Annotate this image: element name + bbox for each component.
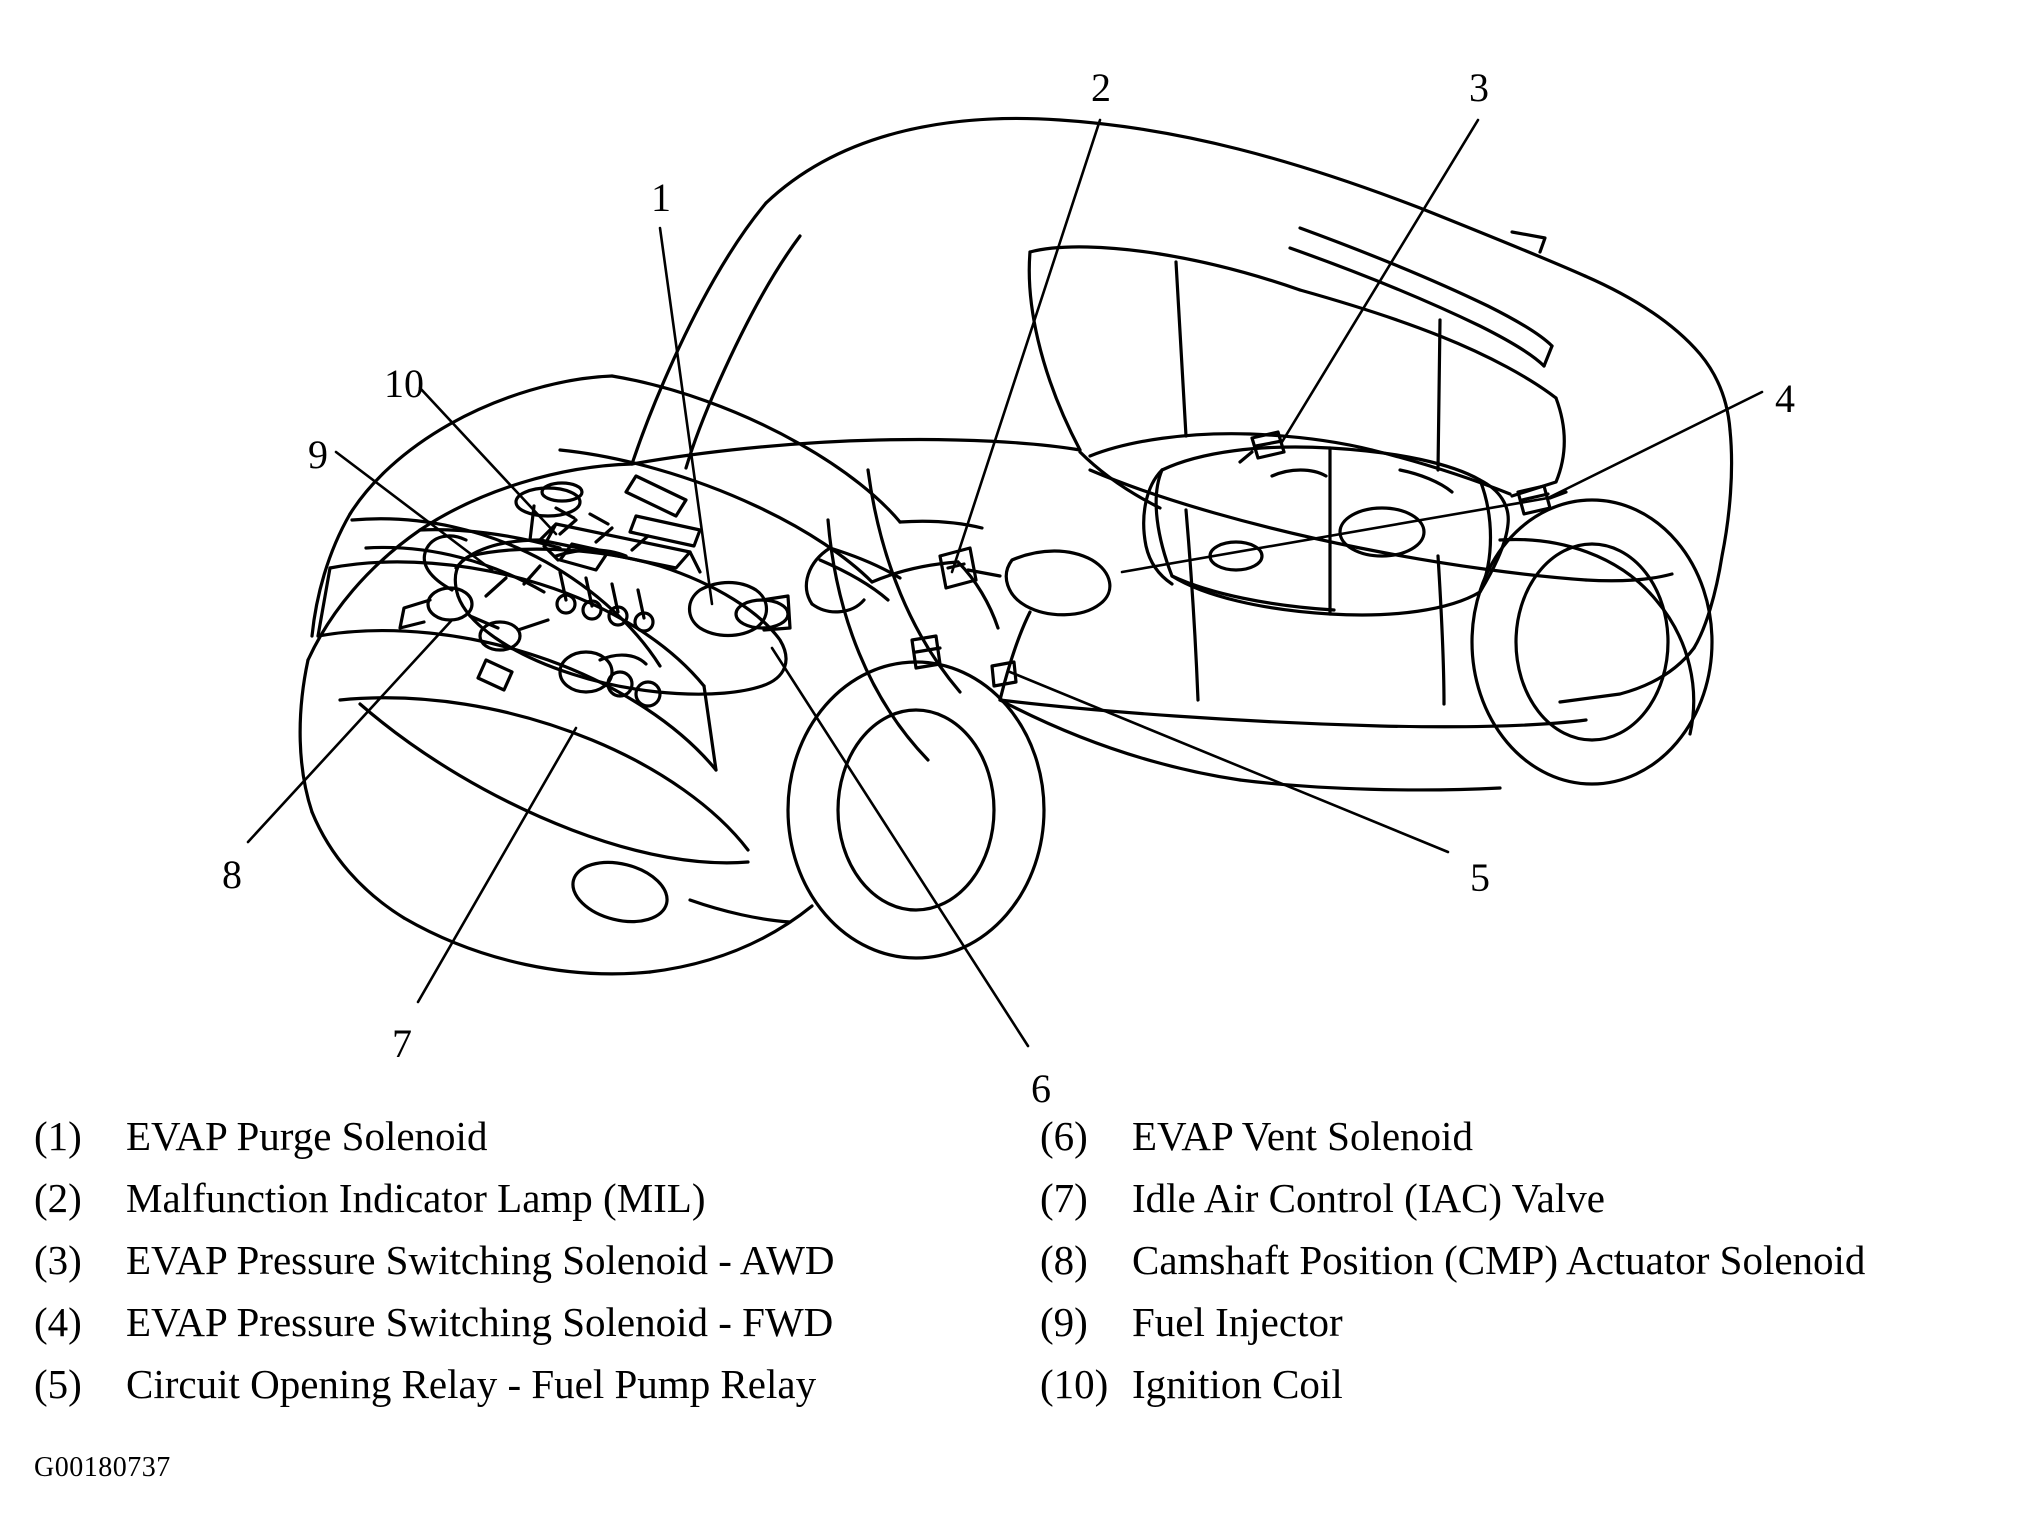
callout-number-7: 7 — [392, 1021, 412, 1066]
callout-number-10: 10 — [384, 361, 424, 406]
figure-code: G00180737 — [34, 1452, 171, 1483]
legend-index: (9) — [1040, 1299, 1088, 1345]
legend-index: (10) — [1040, 1361, 1109, 1407]
legend-item — [1040, 1167, 2010, 1229]
lower-sensor — [636, 682, 660, 706]
quarter-glass-rear — [1512, 398, 1564, 496]
callout-number-1: 1 — [651, 175, 671, 220]
legend-index: (6) — [1040, 1113, 1088, 1159]
leader-7 — [418, 728, 576, 1002]
side-mirror — [1006, 551, 1110, 615]
rear-lower-body — [1560, 648, 1694, 702]
legend-item — [34, 1105, 994, 1167]
legend-item — [1040, 1353, 2010, 1415]
evap-vent-solenoid-detail — [916, 648, 940, 652]
leader-10 — [420, 388, 556, 534]
roof-rear-edge — [1585, 276, 1730, 430]
roof-front-edge — [766, 118, 1585, 276]
legend-item — [34, 1229, 994, 1291]
legend-item — [1040, 1229, 2010, 1291]
legend-index: (2) — [34, 1175, 82, 1221]
tank-rib-1 — [1272, 470, 1326, 476]
lower-bumper-curve — [360, 704, 748, 863]
cowl-to-rocker — [1000, 612, 1030, 700]
tank-rib-2 — [1400, 470, 1452, 492]
legend-index: (8) — [1040, 1237, 1088, 1283]
fuse-box — [626, 476, 686, 516]
callout-number-8: 8 — [222, 852, 242, 897]
rear-wheel-arch — [1500, 540, 1694, 735]
leader-9 — [336, 452, 492, 570]
harness-loop-1 — [806, 548, 830, 604]
rear-hatch — [1694, 430, 1732, 648]
legend-column-right — [1040, 1105, 2010, 1415]
bumper-vent-line — [690, 900, 790, 922]
rear-wheel-inner — [1516, 544, 1668, 740]
callout-number-4: 4 — [1775, 376, 1795, 421]
legend-label: EVAP Vent Solenoid — [1132, 1113, 1473, 1159]
oil-filler-cap — [542, 483, 582, 501]
fuel-rail-right — [690, 552, 700, 572]
bumper-bottom — [404, 918, 650, 974]
callout-number-3: 3 — [1469, 65, 1489, 110]
door-cut-c-pillar — [1438, 556, 1444, 704]
legend-label: Circuit Opening Relay - Fuel Pump Relay — [126, 1361, 817, 1407]
windshield-a-pillar — [632, 203, 766, 464]
legend-index: (1) — [34, 1113, 82, 1159]
bumper-bottom-right — [650, 906, 812, 972]
legend-item — [34, 1291, 994, 1353]
c-pillar-glass — [1438, 320, 1440, 470]
harness-2 — [486, 578, 506, 596]
grille-top — [330, 562, 704, 686]
legend-index: (4) — [34, 1299, 82, 1345]
bumper-left-lower — [312, 812, 404, 918]
callout-number-5: 5 — [1470, 855, 1490, 900]
door-cut-b-pillar — [1186, 510, 1198, 700]
a-pillar-rear — [1029, 252, 1080, 450]
callout-number-2: 2 — [1091, 65, 1111, 110]
evap-psw-awd-detail — [1256, 441, 1282, 446]
legend-label: Fuel Injector — [1132, 1299, 1343, 1345]
b-pillar-glass — [1176, 262, 1186, 436]
fog-lamp — [567, 853, 674, 931]
d-pillar-glass — [1300, 290, 1556, 398]
legend-item — [34, 1353, 994, 1415]
legend-label: EVAP Pressure Switching Solenoid - AWD — [126, 1237, 835, 1283]
lower-valance — [340, 698, 748, 850]
legend-label: Camshaft Position (CMP) Actuator Solenoid — [1132, 1237, 1866, 1283]
evap-psw-awd-lead — [1240, 452, 1252, 462]
callout-number-6: 6 — [1031, 1066, 1051, 1111]
front-wheel-inner — [838, 710, 994, 910]
front-door-glass-top — [1030, 247, 1160, 254]
legend-item — [1040, 1105, 2010, 1167]
cowl-panel — [900, 521, 982, 528]
leader-2 — [952, 120, 1100, 572]
legend-label: Idle Air Control (IAC) Valve — [1132, 1175, 1605, 1221]
cmp-wire — [400, 600, 430, 628]
legend-index: (7) — [1040, 1175, 1088, 1221]
harness-loop-2 — [812, 600, 864, 612]
front-fender-left-lower — [300, 660, 312, 812]
legend-label: EVAP Pressure Switching Solenoid - FWD — [126, 1299, 834, 1345]
callout-number-9: 9 — [308, 432, 328, 477]
coil-lead-2 — [590, 514, 608, 524]
rear-door-glass-top — [1160, 254, 1300, 290]
antenna-base — [1512, 232, 1545, 252]
roof-rail-cap — [1544, 346, 1552, 366]
legend-label: EVAP Purge Solenoid — [126, 1113, 488, 1159]
purge-hose — [518, 620, 548, 630]
legend-item — [34, 1167, 994, 1229]
legend — [0, 1105, 2017, 1435]
legend-index: (3) — [34, 1237, 82, 1283]
roof-rail-inner — [1290, 248, 1544, 366]
windshield-lower — [632, 439, 1080, 464]
legend-item — [1040, 1291, 2010, 1353]
legend-label: Malfunction Indicator Lamp (MIL) — [126, 1175, 706, 1221]
legend-column-left — [34, 1105, 994, 1415]
leader-8 — [248, 620, 452, 842]
purge-solenoid-mount — [560, 544, 608, 570]
leader-5 — [1010, 672, 1448, 852]
relay-block — [478, 660, 512, 690]
legend-label: Ignition Coil — [1132, 1361, 1343, 1407]
cmp-actuator-solenoid — [428, 588, 472, 620]
legend-index: (5) — [34, 1361, 82, 1407]
front-tire-outer — [788, 662, 1044, 958]
